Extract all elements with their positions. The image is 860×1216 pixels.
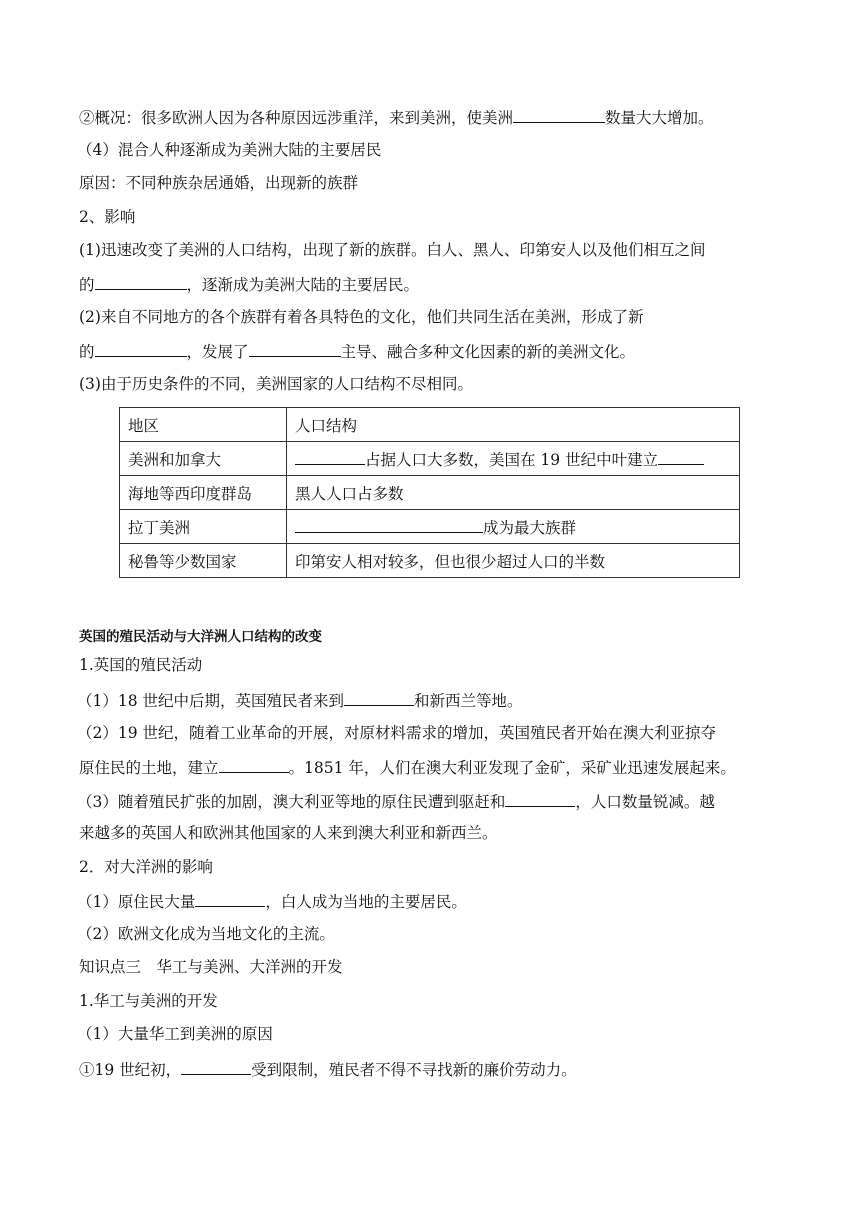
text-line: ②概况：很多欧洲人因为各种原因远涉重洋，来到美洲，使美洲 数量大大增加。 [79, 106, 714, 128]
table-cell-region: 海地等西印度群岛 [120, 476, 287, 510]
table-header-cell: 地区 [120, 408, 287, 442]
table-cell-region: 美洲和加拿大 [120, 442, 287, 476]
table-cell-region: 拉丁美洲 [120, 510, 287, 544]
text-line: （4）混合人种逐渐成为美洲大陆的主要居民 [77, 141, 382, 159]
text-line: 2．对大洋洲的影响 [79, 858, 213, 876]
fill-blank[interactable] [249, 340, 341, 357]
text-line: （3）随着殖民扩张的加剧，澳大利亚等地的原住民遭到驱赶和 ，人口数量锐减。越 [77, 790, 715, 812]
table-cell-structure: 成为最大族群 [287, 510, 740, 544]
table-row [120, 442, 740, 476]
text-line: 的 ，逐渐成为美洲大陆的主要居民。 [79, 273, 419, 295]
fill-blank[interactable] [505, 790, 575, 807]
fill-blank[interactable] [219, 756, 289, 773]
text-line: ①19 世纪初， 受到限制，殖民者不得不寻找新的廉价劳动力。 [79, 1058, 577, 1080]
table-cell-region: 秘鲁等少数国家 [120, 544, 287, 578]
table-row [120, 476, 740, 510]
text-line: 来越多的英国人和欧洲其他国家的人来到澳大利亚和新西兰。 [79, 824, 498, 842]
fill-blank[interactable] [95, 340, 187, 357]
table-row [120, 544, 740, 578]
text-line: （1）大量华工到美洲的原因 [77, 1025, 273, 1043]
text-line: （2）19 世纪，随着工业革命的开展，对原材料需求的增加，英国殖民者开始在澳大利亚掠夺 [77, 724, 717, 742]
table-cell-structure: 黑人人口占多数 [287, 476, 740, 510]
fill-blank[interactable] [95, 273, 187, 290]
text-line: 1.英国的殖民活动 [79, 656, 203, 674]
table-header-row [120, 408, 740, 442]
text-line: (3)由于历史条件的不同，美洲国家的人口结构不尽相同。 [79, 375, 473, 393]
text-line: 1.华工与美洲的开发 [79, 992, 218, 1010]
fill-blank[interactable] [658, 448, 704, 465]
text-line: 原因：不同种族杂居通婚，出现新的族群 [79, 174, 359, 192]
text-line: （2）欧洲文化成为当地文化的主流。 [77, 925, 335, 943]
fill-blank[interactable] [513, 106, 605, 123]
text-line: (2)来自不同地方的各个族群有着各具特色的文化，他们共同生活在美洲，形成了新 [79, 308, 644, 326]
text-line: （1）18 世纪中后期，英国殖民者来到 和新西兰等地。 [77, 689, 523, 711]
fill-blank[interactable] [344, 689, 414, 706]
section-title: 英国的殖民活动与大洋洲人口结构的改变 [79, 629, 322, 645]
text-line: 原住民的土地，建立 。1851 年，人们在澳大利亚发现了金矿，采矿业迅速发展起来。 [79, 756, 736, 778]
table-cell-structure: 印第安人相对较多，但也很少超过人口的半数 [287, 544, 740, 578]
table-row [120, 510, 740, 544]
fill-blank[interactable] [295, 448, 365, 465]
text-line: （1）原住民大量 ，白人成为当地的主要居民。 [77, 890, 467, 912]
text-line: 的 ，发展了 主导、融合多种文化因素的新的美洲文化。 [79, 340, 635, 362]
text-line: (1)迅速改变了美洲的人口结构，出现了新的族群。白人、黑人、印第安人以及他们相互之间 [79, 241, 706, 259]
section-heading: 2、影响 [79, 208, 136, 226]
section-heading: 知识点三 华工与美洲、大洋洲的开发 [79, 958, 343, 976]
table-cell-structure: 占据人口大多数，美国在 19 世纪中叶建立 [287, 442, 740, 476]
fill-blank[interactable] [181, 1058, 251, 1075]
fill-blank[interactable] [195, 890, 265, 907]
population-structure-table [119, 407, 740, 578]
table-header-cell: 人口结构 [287, 408, 740, 442]
fill-blank[interactable] [295, 516, 483, 533]
